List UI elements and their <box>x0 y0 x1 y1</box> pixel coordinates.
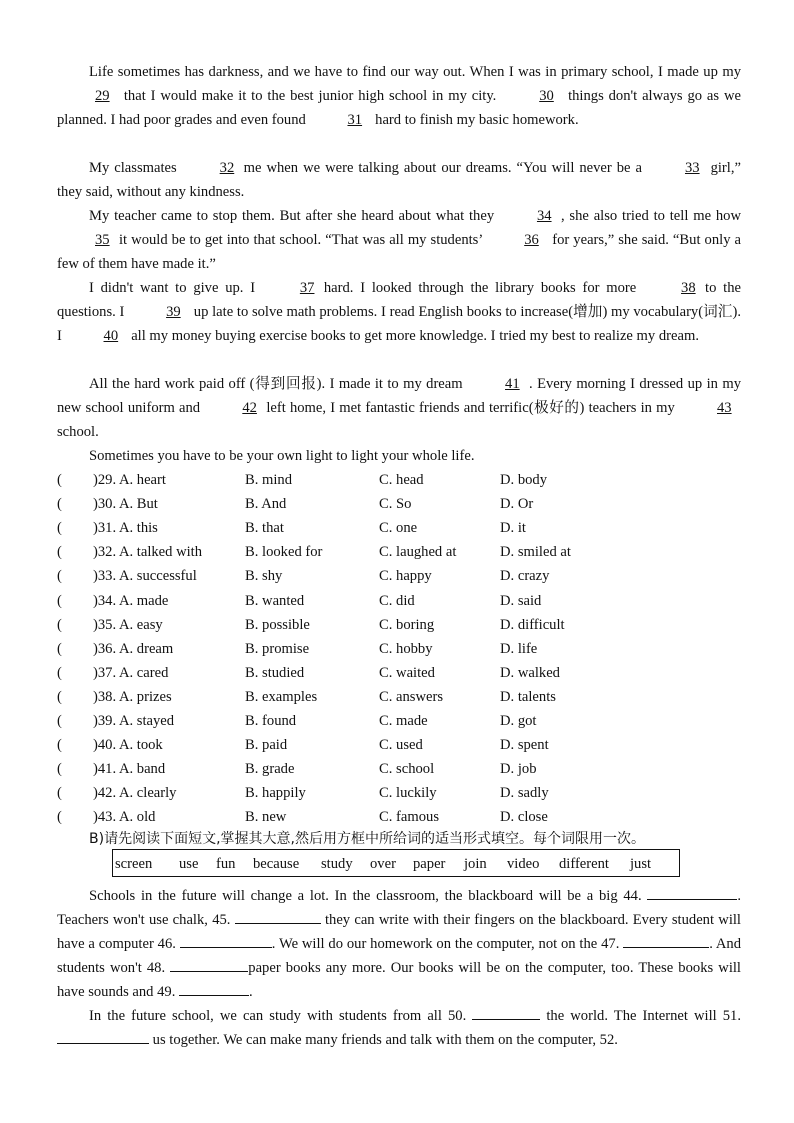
option-c: C. hobby <box>379 641 433 657</box>
blank-48 <box>170 957 248 972</box>
blank-51 <box>57 1029 149 1044</box>
text: all my money buying exercise books to get more knowledge. I tried my best to realize my dream. <box>131 328 699 344</box>
text: it would be to get into that school. “That was all my students’ <box>119 232 483 248</box>
option-a: )38. A. prizes <box>93 689 172 705</box>
option-d: D. it <box>500 520 526 536</box>
text: Sometimes you have to be your own light to light your whole life. <box>89 448 475 464</box>
option-c: C. laughed at <box>379 544 457 560</box>
text: My teacher came to stop them. But after she heard about what they <box>89 208 495 224</box>
word-box-word: different <box>559 856 609 872</box>
question-row <box>57 781 757 805</box>
option-c: C. luckily <box>379 785 437 801</box>
answer-paren: ( <box>57 641 62 657</box>
option-c: C. did <box>379 593 415 609</box>
text: , she also tried to tell me how <box>560 208 741 224</box>
option-c: C. made <box>379 713 428 729</box>
option-a: )35. A. easy <box>93 617 163 633</box>
answer-paren: ( <box>57 568 62 584</box>
option-d: D. said <box>500 593 542 609</box>
text: . We will do our homework on the computer, not on the 47. <box>271 936 620 952</box>
word-box-word: study <box>321 856 353 872</box>
option-b: B. studied <box>245 665 305 681</box>
option-a: )36. A. dream <box>93 641 174 657</box>
blank-49 <box>179 981 249 996</box>
answer-paren: ( <box>57 593 62 609</box>
option-b: B. And <box>245 496 287 512</box>
question-row <box>57 805 757 829</box>
question-row <box>57 685 757 709</box>
blank-32: 32 <box>219 160 235 176</box>
answer-paren: ( <box>57 689 62 705</box>
answer-paren: ( <box>57 737 62 753</box>
option-a: )41. A. band <box>93 761 166 777</box>
passage-b-paragraph-2 <box>57 1004 741 1052</box>
passage-a-paragraph-1 <box>57 60 741 132</box>
answer-paren: ( <box>57 617 62 633</box>
passage-a-paragraph-2 <box>57 156 741 204</box>
option-b: B. shy <box>245 568 283 584</box>
option-b: B. wanted <box>245 593 305 609</box>
text: Life sometimes has darkness, and we have to find our way out. When I was in primary school, I made up my <box>89 64 741 80</box>
option-d: D. difficult <box>500 617 565 633</box>
option-b: B. promise <box>245 641 310 657</box>
blank-37: 37 <box>299 280 315 296</box>
option-c: C. head <box>379 472 424 488</box>
option-c: C. one <box>379 520 418 536</box>
option-b: B. grade <box>245 761 295 777</box>
option-a: )34. A. made <box>93 593 169 609</box>
passage-a-paragraph-6 <box>57 444 741 468</box>
question-row <box>57 516 757 540</box>
answer-paren: ( <box>57 785 62 801</box>
option-c: C. used <box>379 737 423 753</box>
question-row <box>57 709 757 733</box>
option-b: B. mind <box>245 472 293 488</box>
option-a: )29. A. heart <box>93 472 166 488</box>
blank-36: 36 <box>524 232 539 248</box>
blank-42: 42 <box>242 400 257 416</box>
question-row <box>57 637 757 661</box>
blank-40: 40 <box>103 328 119 344</box>
blank-43: 43 <box>717 400 732 416</box>
option-b: B. happily <box>245 785 306 801</box>
blank-44 <box>647 885 737 900</box>
option-a: )39. A. stayed <box>93 713 175 729</box>
option-d: D. job <box>500 761 537 777</box>
word-box-word: screen <box>115 856 153 872</box>
question-row <box>57 733 757 757</box>
word-box-word: just <box>630 856 652 872</box>
text: school. <box>57 424 99 440</box>
blank-46 <box>180 933 272 948</box>
option-d: D. life <box>500 641 538 657</box>
blank-41: 41 <box>505 376 520 392</box>
text: All the hard work paid off (得到回报). I made it to my dream <box>89 376 463 392</box>
word-box-word: over <box>370 856 396 872</box>
blank-34: 34 <box>536 208 552 224</box>
text: paper books any more. Our books will be on the computer, too. These books will have sounds and 49. <box>57 960 741 1000</box>
option-a: )37. A. cared <box>93 665 169 681</box>
question-row <box>57 589 757 613</box>
text: My classmates <box>89 160 177 176</box>
option-d: D. close <box>500 809 548 825</box>
option-d: D. got <box>500 713 537 729</box>
text: . <box>249 984 253 1000</box>
option-a: )40. A. took <box>93 737 163 753</box>
text: they can write with their fingers on the blackboard. Every student will have a computer 46. <box>57 912 741 952</box>
answer-paren: ( <box>57 472 62 488</box>
word-box-word: use <box>179 856 199 872</box>
text: Schools in the future will change a lot. In the classroom, the blackboard will be a big 44. <box>89 888 642 904</box>
option-b: B. found <box>245 713 297 729</box>
option-c: C. So <box>379 496 412 512</box>
option-c: C. happy <box>379 568 432 584</box>
text: . And students won't 48. <box>57 936 742 976</box>
text: hard to finish my basic homework. <box>375 112 579 128</box>
option-a: )33. A. successful <box>93 568 197 584</box>
question-row <box>57 661 757 685</box>
option-a: )32. A. talked with <box>93 544 203 560</box>
blank-38: 38 <box>681 280 696 296</box>
option-a: )31. A. this <box>93 520 158 536</box>
answer-paren: ( <box>57 496 62 512</box>
text: to the questions. I <box>57 280 741 320</box>
blank-50 <box>472 1005 540 1020</box>
question-row <box>57 540 757 564</box>
question-row <box>57 492 757 516</box>
passage-b-paragraph-1 <box>57 884 741 1004</box>
option-d: D. walked <box>500 665 560 681</box>
answer-paren: ( <box>57 713 62 729</box>
option-c: C. famous <box>379 809 439 825</box>
blank-35: 35 <box>95 232 110 248</box>
question-row <box>57 613 757 637</box>
option-a: )42. A. clearly <box>93 785 177 801</box>
word-box-word: paper <box>413 856 446 872</box>
text: . Every morning I dressed up in my new school uniform and <box>57 376 741 416</box>
option-d: D. spent <box>500 737 549 753</box>
text: left home, I met fantastic friends and terrific(极好的) teachers in my <box>266 400 675 416</box>
option-b: B. possible <box>245 617 310 633</box>
text: In the future school, we can study with students from all 50. <box>89 1008 467 1024</box>
option-a: )43. A. old <box>93 809 156 825</box>
option-b: B. examples <box>245 689 318 705</box>
option-c: C. school <box>379 761 435 777</box>
blank-31: 31 <box>347 112 363 128</box>
question-row <box>57 564 757 588</box>
passage-a-paragraph-4 <box>57 276 741 348</box>
section-b-instructions: B)请先阅读下面短文,掌握其大意,然后用方框中所给词的适当形式填空。每个词限用一次。 <box>89 831 645 847</box>
answer-paren: ( <box>57 761 62 777</box>
option-b: B. looked for <box>245 544 323 560</box>
text: that I would make it to the best junior high school in my city. <box>123 88 497 104</box>
word-box-word: because <box>253 856 300 872</box>
answer-paren: ( <box>57 665 62 681</box>
option-a: )30. A. But <box>93 496 158 512</box>
blank-30: 30 <box>539 88 554 104</box>
text: up late to solve math problems. I read English books to increase(增加) my vocabulary(词汇). I <box>57 304 741 344</box>
text: I didn't want to give up. I <box>89 280 256 296</box>
option-d: D. body <box>500 472 548 488</box>
blank-45 <box>235 909 321 924</box>
blank-33: 33 <box>684 160 700 176</box>
option-b: B. paid <box>245 737 288 753</box>
option-d: D. Or <box>500 496 534 512</box>
text: things don't always go as we planned. I had poor grades and even found <box>57 88 741 128</box>
option-d: D. smiled at <box>500 544 571 560</box>
word-box-word: fun <box>216 856 236 872</box>
question-row <box>57 468 757 492</box>
question-row <box>57 757 757 781</box>
blank-29: 29 <box>95 88 110 104</box>
word-box-word: video <box>507 856 540 872</box>
option-d: D. crazy <box>500 568 550 584</box>
text: me when we were talking about our dreams. “You will never be a <box>243 160 642 176</box>
text: for years,” she said. “But only a few of them have made it.” <box>57 232 742 272</box>
passage-a-paragraph-3 <box>57 204 741 276</box>
blank-39: 39 <box>166 304 181 320</box>
text: the world. The Internet will 51. <box>546 1008 741 1024</box>
option-b: B. that <box>245 520 284 536</box>
answer-paren: ( <box>57 544 62 560</box>
option-c: C. answers <box>379 689 444 705</box>
text: us together. We can make many friends and talk with them on the computer, 52. <box>152 1032 618 1048</box>
blank-47 <box>623 933 709 948</box>
option-c: C. waited <box>379 665 435 681</box>
word-box-word: join <box>464 856 487 872</box>
option-b: B. new <box>245 809 287 825</box>
word-box <box>112 849 680 877</box>
answer-paren: ( <box>57 809 62 825</box>
answer-paren: ( <box>57 520 62 536</box>
text: . Teachers won't use chalk, 45. <box>57 888 741 928</box>
option-c: C. boring <box>379 617 435 633</box>
option-d: D. talents <box>500 689 556 705</box>
passage-a-paragraph-5 <box>57 372 741 444</box>
option-d: D. sadly <box>500 785 549 801</box>
text: hard. I looked through the library books for more <box>323 280 637 296</box>
text: girl,” they said, without any kindness. <box>57 160 741 200</box>
